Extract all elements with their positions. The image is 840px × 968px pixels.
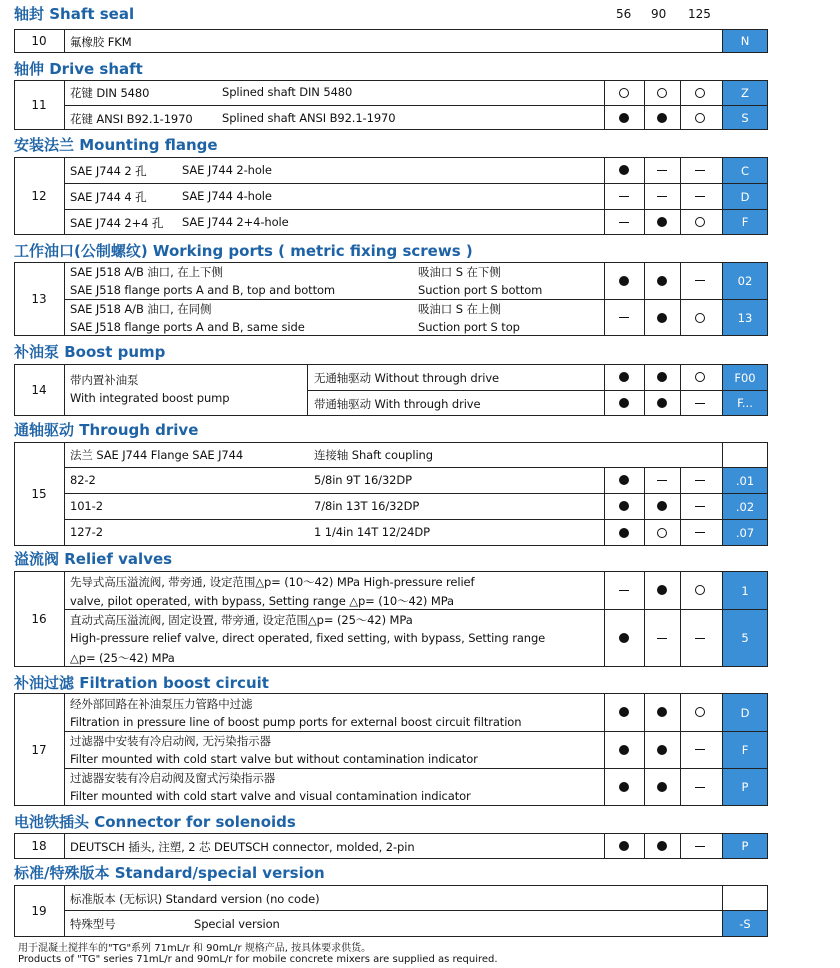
code-cell: D xyxy=(722,183,768,210)
option-text: valve, pilot operated, with bypass, Setting range △p= (10～42) MPa xyxy=(70,594,454,608)
section-title-15: 通轴驱动 Through drive xyxy=(14,421,199,439)
option-text: 1 1/4in 14T 12/24DP xyxy=(314,525,430,539)
option-text: Filter mounted with cold start valve but without contamination indicator xyxy=(70,752,478,766)
code-cell: -S xyxy=(722,910,768,937)
code-cell: 5 xyxy=(722,609,768,667)
option-text: Special version xyxy=(194,917,280,931)
option-text: 先导式高压溢流阀, 带旁通, 设定范围△p= (10～42) MPa High-pressure relief xyxy=(70,575,475,589)
option-text: 过滤器中安装有冷启动阀, 无污染指示器 xyxy=(70,734,271,748)
option-text: 吸油口 S 在上侧 xyxy=(418,302,501,316)
option-text: △p= (25～42) MPa xyxy=(70,651,175,665)
ring-symbol-icon xyxy=(695,217,705,227)
ring-symbol-icon xyxy=(657,88,667,98)
dash-symbol-icon xyxy=(695,196,705,197)
code-cell: .07 xyxy=(722,519,768,546)
ring-symbol-icon xyxy=(695,313,705,323)
option-text: Filtration in pressure line of boost pump ports for external boost circuit filtration xyxy=(70,715,522,729)
dash-symbol-icon xyxy=(695,170,705,171)
section-title-19: 标准/特殊版本 Standard/special version xyxy=(14,864,325,882)
dash-symbol-icon xyxy=(695,280,705,281)
row-number: 15 xyxy=(31,487,47,501)
dot-symbol-icon xyxy=(657,707,667,717)
option-text: High-pressure relief valve, direct operated, fixed setting, with bypass, Setting range xyxy=(70,631,546,645)
option-text: 吸油口 S 在下侧 xyxy=(418,265,501,279)
dot-symbol-icon xyxy=(657,313,667,323)
dot-symbol-icon xyxy=(619,276,629,286)
option-text: Suction port S top xyxy=(418,320,520,334)
dot-symbol-icon xyxy=(619,841,629,851)
dot-symbol-icon xyxy=(657,217,667,227)
code-cell: .01 xyxy=(722,467,768,494)
code-cell: F... xyxy=(722,390,768,416)
dot-symbol-icon xyxy=(657,841,667,851)
option-text: 经外部回路在补油泵压力管路中过滤 xyxy=(70,697,253,711)
code-cell: F xyxy=(722,209,768,235)
option-text: Splined shaft DIN 5480 xyxy=(222,85,353,99)
code-cell: 13 xyxy=(722,299,768,336)
dot-symbol-icon xyxy=(619,113,629,123)
ring-symbol-icon xyxy=(695,88,705,98)
ring-symbol-icon xyxy=(619,88,629,98)
ring-symbol-icon xyxy=(695,707,705,717)
row-number: 17 xyxy=(31,742,47,757)
option-text: SAE J518 A/B 油口, 在同侧 xyxy=(70,302,212,316)
dash-symbol-icon xyxy=(695,506,705,507)
option-text: 直动式高压溢流阀, 固定设置, 带旁通, 设定范围△p= (25～42) MPa xyxy=(70,613,413,627)
option-text: 标准版本 (无标识) Standard version (no code) xyxy=(70,892,320,906)
ring-symbol-icon xyxy=(657,528,667,538)
footnote-en: Products of "TG" series 71mL/r and 90mL/r for mobile concrete mixers are supplied as required. xyxy=(18,954,498,965)
footnote-zh: 用于混凝土搅拌车的"TG"系列 71mL/r 和 90mL/r 规格产品, 按具体要求供货。 xyxy=(18,943,372,954)
option-text: SAE J518 A/B 油口, 在上下侧 xyxy=(70,265,223,279)
option-text: 5/8in 9T 16/32DP xyxy=(314,473,412,487)
section-title-11: 轴伸 Drive shaft xyxy=(14,60,143,78)
dash-symbol-icon xyxy=(657,170,667,171)
dash-symbol-icon xyxy=(657,480,667,481)
section-title-14: 补油泵 Boost pump xyxy=(14,343,166,361)
code-cell: F00 xyxy=(722,364,768,391)
code-cell: .02 xyxy=(722,493,768,520)
option-text: SAE J518 flange ports A and B, same side xyxy=(70,320,305,334)
dot-symbol-icon xyxy=(657,372,667,382)
option-text: SAE J744 2-hole xyxy=(182,163,272,177)
row-number: 14 xyxy=(31,383,47,397)
dot-symbol-icon xyxy=(619,501,629,511)
dot-symbol-icon xyxy=(619,398,629,408)
dot-symbol-icon xyxy=(657,745,667,755)
column-header: 连接轴 Shaft coupling xyxy=(314,448,433,462)
code-cell: D xyxy=(722,693,768,732)
dot-symbol-icon xyxy=(657,782,667,792)
code-cell: P xyxy=(722,833,768,859)
code-cell: P xyxy=(722,768,768,806)
code-cell: N xyxy=(722,29,768,53)
row-number: 12 xyxy=(31,189,47,203)
section-title-12: 安装法兰 Mounting flange xyxy=(14,136,218,154)
option-text: 无通轴驱动 Without through drive xyxy=(314,371,500,385)
column-header: 法兰 SAE J744 Flange SAE J744 xyxy=(70,448,244,462)
dash-symbol-icon xyxy=(657,638,667,639)
row-number: 11 xyxy=(31,98,47,112)
row-number: 10 xyxy=(31,34,47,48)
option-text: SAE J744 2+4 孔 xyxy=(70,216,164,230)
code-cell: 1 xyxy=(722,571,768,610)
ring-symbol-icon xyxy=(695,113,705,123)
dash-symbol-icon xyxy=(619,317,629,318)
code-cell: 02 xyxy=(722,262,768,300)
dot-symbol-icon xyxy=(657,585,667,595)
code-cell: C xyxy=(722,157,768,184)
row-number: 13 xyxy=(31,292,47,306)
section-title-13: 工作油口(公制螺纹) Working ports ( metric fixing screws ) xyxy=(14,242,473,260)
size-125: 125 xyxy=(688,7,711,21)
row-number: 16 xyxy=(31,612,47,626)
option-text: SAE J744 4-hole xyxy=(182,189,272,203)
dash-symbol-icon xyxy=(657,196,667,197)
section-title-18: 电池铁插头 Connector for solenoids xyxy=(14,813,296,831)
dot-symbol-icon xyxy=(657,113,667,123)
dot-symbol-icon xyxy=(619,745,629,755)
option-text: 过滤器安装有冷启动阀及窗式污染指示器 xyxy=(70,771,276,785)
dash-symbol-icon xyxy=(695,749,705,750)
option-text: SAE J518 flange ports A and B, top and bottom xyxy=(70,283,336,297)
dash-symbol-icon xyxy=(695,787,705,788)
section-title-10: 轴封 Shaft seal xyxy=(14,5,135,23)
row-number: 18 xyxy=(31,839,47,853)
option-text: 氟橡胶 FKM xyxy=(70,35,132,49)
option-text: 花键 DIN 5480 xyxy=(70,86,150,100)
dot-symbol-icon xyxy=(619,782,629,792)
dot-symbol-icon xyxy=(657,398,667,408)
dash-symbol-icon xyxy=(619,222,629,223)
dash-symbol-icon xyxy=(695,532,705,533)
option-text: 7/8in 13T 16/32DP xyxy=(314,499,420,513)
dash-symbol-icon xyxy=(619,590,629,591)
dot-symbol-icon xyxy=(619,633,629,643)
option-text: DEUTSCH 插头, 注塑, 2 芯 DEUTSCH connector, molded, 2-pin xyxy=(70,840,415,854)
option-text: 127-2 xyxy=(70,525,103,539)
dot-symbol-icon xyxy=(619,165,629,175)
dot-symbol-icon xyxy=(619,528,629,538)
row-number: 19 xyxy=(31,904,47,918)
code-cell: Z xyxy=(722,80,768,106)
code-cell-empty xyxy=(722,885,768,911)
dash-symbol-icon xyxy=(619,196,629,197)
code-cell: S xyxy=(722,105,768,130)
option-text: SAE J744 4 孔 xyxy=(70,190,147,204)
option-text: 带内置补油泵 xyxy=(70,373,139,387)
option-text: Suction port S bottom xyxy=(418,283,543,297)
dash-symbol-icon xyxy=(695,846,705,847)
option-text: 带通轴驱动 With through drive xyxy=(314,397,481,411)
option-text: 101-2 xyxy=(70,499,103,513)
option-text: Splined shaft ANSI B92.1-1970 xyxy=(222,111,396,125)
option-text: 82-2 xyxy=(70,473,96,487)
option-text: SAE J744 2+4-hole xyxy=(182,215,289,229)
dot-symbol-icon xyxy=(619,372,629,382)
dot-symbol-icon xyxy=(619,707,629,717)
dot-symbol-icon xyxy=(657,501,667,511)
option-text: 特殊型号 xyxy=(70,917,116,931)
section-title-17: 补油过滤 Filtration boost circuit xyxy=(14,674,269,692)
dash-symbol-icon xyxy=(695,403,705,404)
option-text: 花键 ANSI B92.1-1970 xyxy=(70,112,193,126)
dot-symbol-icon xyxy=(619,475,629,485)
option-text: Filter mounted with cold start valve and visual contamination indicator xyxy=(70,789,471,803)
section-title-16: 溢流阀 Relief valves xyxy=(14,550,173,568)
dash-symbol-icon xyxy=(695,480,705,481)
dash-symbol-icon xyxy=(695,638,705,639)
size-56: 56 xyxy=(616,7,632,21)
size-90: 90 xyxy=(651,7,667,21)
code-cell: F xyxy=(722,731,768,769)
code-cell-empty xyxy=(722,442,768,468)
option-text: SAE J744 2 孔 xyxy=(70,164,147,178)
ring-symbol-icon xyxy=(695,372,705,382)
dot-symbol-icon xyxy=(657,276,667,286)
ring-symbol-icon xyxy=(695,585,705,595)
option-text: With integrated boost pump xyxy=(70,391,230,405)
